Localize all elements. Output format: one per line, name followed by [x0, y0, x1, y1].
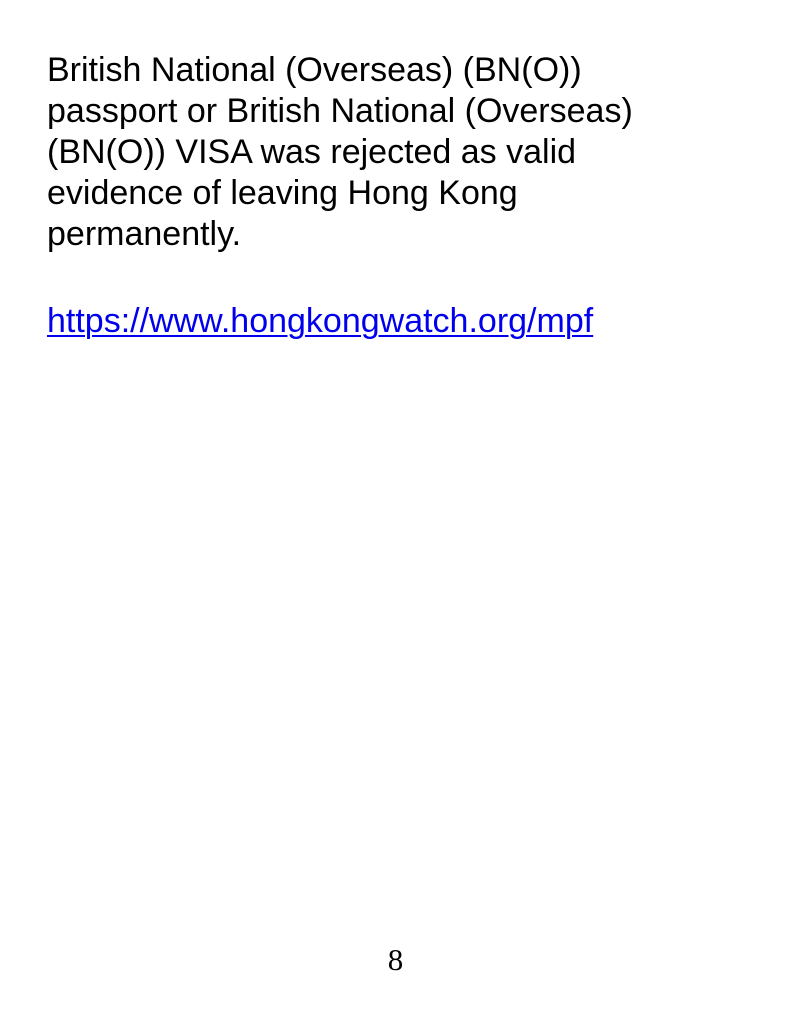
- paragraph-line-5: permanently.: [47, 215, 242, 253]
- paragraph-line-2: passport or British National (Overseas): [47, 92, 633, 130]
- paragraph-line-1: British National (Overseas) (BN(O)): [47, 51, 582, 89]
- hongkongwatch-link[interactable]: https://www.hongkongwatch.org/mpf: [47, 302, 594, 340]
- paragraph-line-4: evidence of leaving Hong Kong: [47, 174, 518, 212]
- page-number: 8: [387, 942, 404, 977]
- body-paragraph: [47, 50, 767, 255]
- paragraph-line-3: (BN(O)) VISA was rejected as valid: [47, 133, 577, 171]
